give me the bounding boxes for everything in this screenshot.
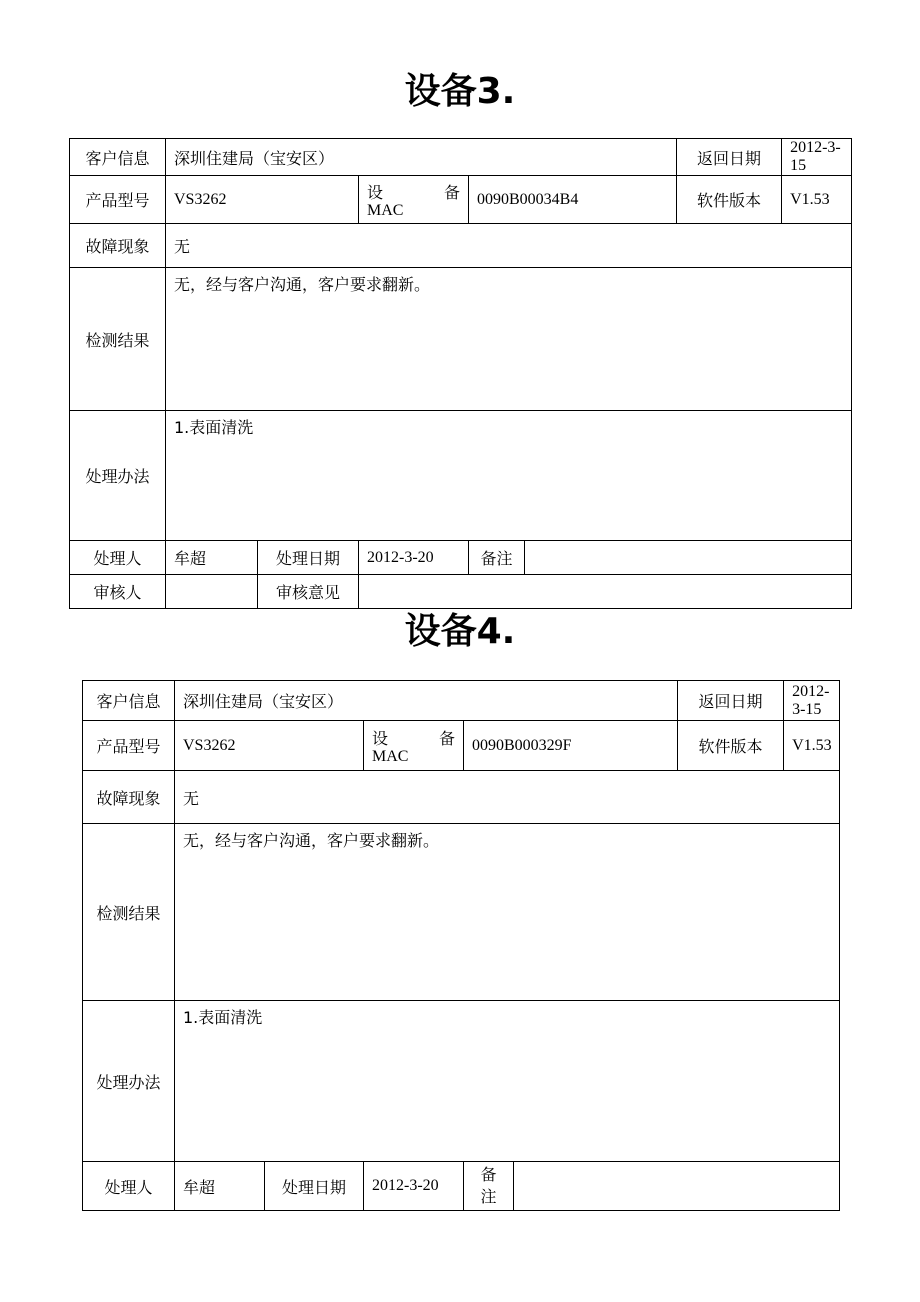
fault-value: 无: [175, 771, 840, 824]
handle-date-value: 2012-3-20: [359, 541, 469, 575]
handle-date-label: 处理日期: [265, 1162, 364, 1211]
result-value: 无，经与客户沟通，客户要求翻新。: [166, 268, 852, 411]
method-label: 处理办法: [83, 1001, 175, 1162]
remark-label: [464, 1162, 514, 1211]
handler-label: 处理人: [83, 1162, 175, 1211]
return-date-label: 返回日期: [677, 139, 782, 176]
fault-value: 无: [166, 224, 852, 268]
handle-date-label: 处理日期: [258, 541, 359, 575]
record-title: 设备4.: [404, 611, 516, 652]
software-label: 软件版本: [677, 176, 782, 224]
handler-label: 处理人: [70, 541, 166, 575]
handle-date-value: 2012-3-20: [364, 1162, 464, 1211]
method-value: 1.表面清洗: [166, 411, 852, 541]
mac-label: [364, 721, 464, 771]
customer-value: 深圳住建局（宝安区）: [175, 681, 678, 721]
software-label: 软件版本: [678, 721, 784, 771]
software-value: V1.53: [782, 176, 852, 224]
result-label: 检测结果: [70, 268, 166, 411]
remark-value: [525, 541, 852, 575]
mac-value: 0090B00034B4: [469, 176, 677, 224]
fault-label: 故障现象: [70, 224, 166, 268]
remark-label: 备注: [469, 541, 525, 575]
mac-label-char: 设: [372, 729, 389, 748]
mac-label: [359, 176, 469, 224]
customer-label: 客户信息: [70, 139, 166, 176]
remark-label-char: 注: [480, 1187, 497, 1206]
return-date-label: 返回日期: [678, 681, 784, 721]
mac-label-char: 备: [443, 183, 460, 202]
mac-label-char: 备: [438, 729, 455, 748]
review-opinion-value: [359, 575, 852, 609]
result-label: 检测结果: [83, 824, 175, 1001]
model-label: 产品型号: [83, 721, 175, 771]
reviewer-value: [166, 575, 258, 609]
customer-value: 深圳住建局（宝安区）: [166, 139, 677, 176]
model-value: VS3262: [166, 176, 359, 224]
remark-label-char: 备: [480, 1165, 497, 1184]
mac-label-text: MAC: [367, 202, 404, 219]
mac-label-char: 设: [367, 183, 384, 202]
fault-label: 故障现象: [83, 771, 175, 824]
model-label: 产品型号: [70, 176, 166, 224]
method-label: 处理办法: [70, 411, 166, 541]
customer-label: 客户信息: [83, 681, 175, 721]
record-title: 设备3.: [404, 71, 516, 112]
device-record-table: [82, 680, 840, 1211]
handler-value: 牟超: [166, 541, 258, 575]
return-date-value: 2012-3-15: [782, 139, 852, 176]
device-record-table: [69, 138, 852, 609]
remark-value: [514, 1162, 840, 1211]
mac-label-text: MAC: [372, 748, 409, 765]
review-opinion-label: 审核意见: [258, 575, 359, 609]
method-value: 1.表面清洗: [175, 1001, 840, 1162]
handler-value: 牟超: [175, 1162, 265, 1211]
reviewer-label: 审核人: [70, 575, 166, 609]
model-value: VS3262: [175, 721, 364, 771]
result-value: 无，经与客户沟通，客户要求翻新。: [175, 824, 840, 1001]
software-value: V1.53: [784, 721, 840, 771]
return-date-value: 2012-3-15: [784, 681, 840, 721]
mac-value: 0090B000329F: [464, 721, 678, 771]
